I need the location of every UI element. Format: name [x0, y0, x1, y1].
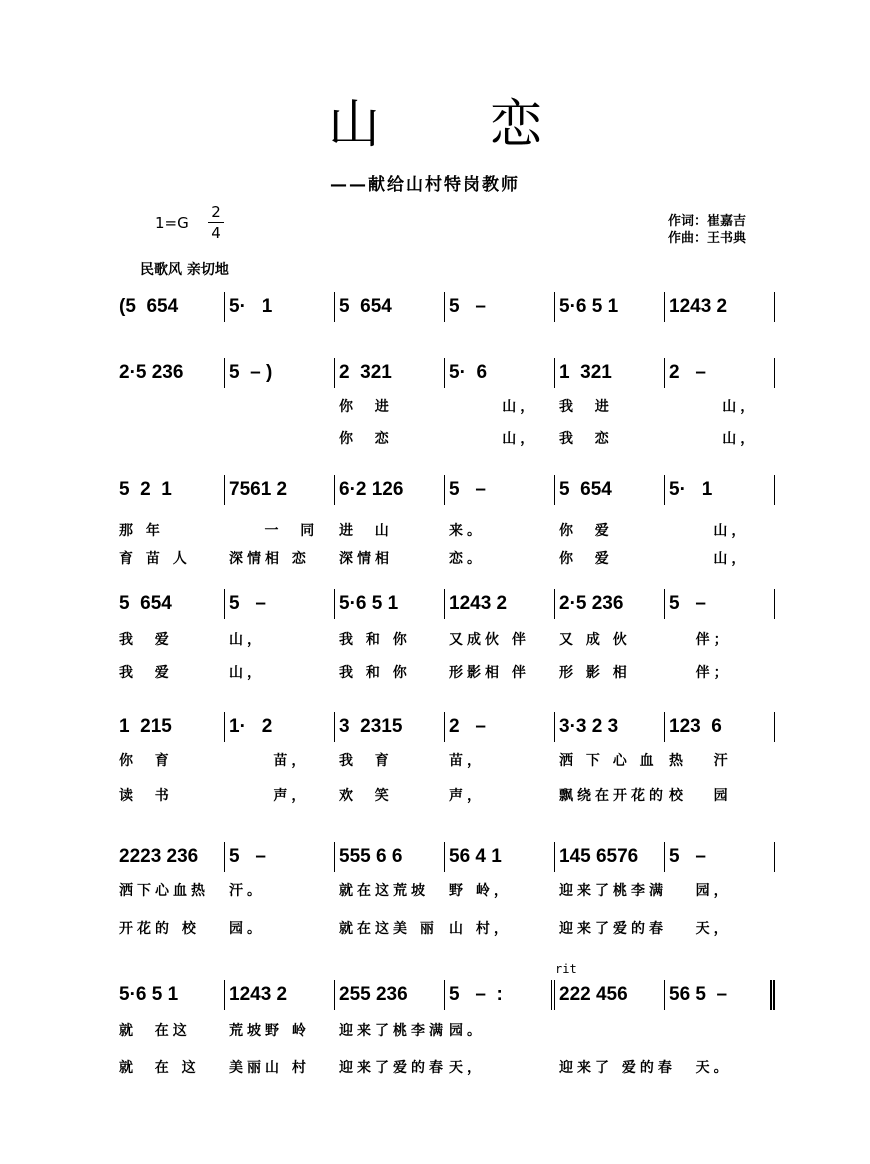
lyric-segment: 园，	[669, 883, 732, 899]
subtitle: ——献给山村特岗教师	[330, 175, 520, 195]
lyric-segment: 深情相	[339, 551, 393, 567]
lyric-line-verse-1	[115, 629, 777, 649]
lyric-segment: 山，	[229, 665, 265, 681]
lyric-segment: 你 育	[119, 753, 173, 769]
lyric-segment	[225, 428, 335, 448]
lyric-segment: 伴；	[669, 665, 732, 681]
measure: 5 –	[665, 589, 775, 619]
lyric-segment: 进 山	[339, 523, 393, 539]
measure: 7561 2	[225, 475, 335, 505]
lyric-segment: 我 恋	[559, 431, 613, 447]
lyric-segment: 就在这美 丽	[339, 921, 438, 937]
lyric-line-verse-2	[115, 548, 777, 568]
measure: 5 –	[445, 292, 555, 322]
measure: 1 321	[555, 358, 665, 388]
measure: 5 654	[115, 589, 225, 619]
key-signature: 1=G	[155, 214, 189, 232]
lyric-segment	[555, 1020, 665, 1040]
lyric-segment: 我 进	[559, 399, 613, 415]
lyric-segment: 一 同	[229, 523, 319, 539]
lyric-line-verse-1	[115, 520, 777, 540]
lyric-segment: 你 爱	[559, 551, 613, 567]
lyric-segment: 山，	[449, 431, 539, 447]
lyric-segment	[225, 396, 335, 416]
lyric-segment: 形 影 相	[559, 665, 631, 681]
lyric-segment: 迎来了 爱的春	[559, 1060, 676, 1076]
lyric-segment: 我 爱	[119, 632, 173, 648]
lyric-line-verse-1	[115, 880, 777, 900]
lyric-segment: 形影相 伴	[449, 665, 530, 681]
measure: 5 –	[225, 842, 335, 872]
time-top: 2	[211, 203, 221, 221]
measure: 5· 1	[665, 475, 775, 505]
lyric-line-verse-2	[115, 785, 777, 805]
lyric-segment: 迎来了爱的春	[559, 921, 667, 937]
score-row	[115, 589, 777, 619]
lyric-segment: 汗。	[229, 883, 265, 899]
lyric-segment: 荒坡野 岭	[229, 1023, 310, 1039]
measure: 1· 2	[225, 712, 335, 742]
measure: 5· 1	[225, 292, 335, 322]
lyric-segment: 育 苗 人	[119, 551, 191, 567]
measure: 222 456	[555, 980, 665, 1010]
lyric-segment: 你 进	[339, 399, 393, 415]
measure: 1243 2	[445, 589, 555, 619]
lyric-segment: 我 和 你	[339, 632, 411, 648]
measure: 5 654	[555, 475, 665, 505]
lyric-segment: 苗，	[229, 753, 310, 769]
lyric-segment: 山，	[669, 551, 750, 567]
score-row	[115, 712, 777, 742]
lyric-segment	[115, 396, 225, 416]
lyric-segment: 天，	[669, 921, 732, 937]
lyric-segment: 洒 下 心 血	[559, 753, 658, 769]
time-signature	[208, 202, 224, 243]
lyric-line-verse-2	[115, 428, 777, 448]
lyric-segment: 恋。	[449, 551, 485, 567]
lyric-segment: 苗，	[449, 753, 485, 769]
measure: 2223 236	[115, 842, 225, 872]
rit-marking: rit	[555, 962, 577, 976]
lyricist: 作词：崔嘉吉	[668, 214, 747, 229]
measure: 5 –	[445, 475, 555, 505]
tempo-marking: 民歌风 亲切地	[140, 262, 229, 278]
measure: 5 –	[665, 842, 775, 872]
measure: 3·3 2 3	[555, 712, 665, 742]
lyric-segment: 迎来了桃李满	[339, 1023, 447, 1039]
lyric-line-verse-1	[115, 1020, 777, 1040]
lyric-line-verse-2	[115, 662, 777, 682]
lyric-segment: 山，	[669, 399, 759, 415]
score-row	[115, 358, 777, 388]
lyric-segment: 声，	[229, 788, 310, 804]
lyric-line-verse-2	[115, 918, 777, 938]
lyric-segment: 我 爱	[119, 665, 173, 681]
song-title: 山恋	[327, 95, 652, 155]
credits	[668, 213, 746, 247]
lyric-segment: 园。	[229, 921, 265, 937]
measure: 2·5 236	[115, 358, 225, 388]
measure: 123 6	[665, 712, 775, 742]
lyric-segment: 又 成 伙	[559, 632, 631, 648]
lyric-segment: 迎来了桃李满	[559, 883, 667, 899]
lyric-segment: 就 在这	[119, 1023, 191, 1039]
lyric-segment: 深情相 恋	[229, 551, 310, 567]
lyric-segment: 山 村，	[449, 921, 512, 937]
time-bottom: 4	[208, 222, 224, 243]
lyric-segment: 你 恋	[339, 431, 393, 447]
lyric-segment: 来。	[449, 523, 485, 539]
measure: 1243 2	[225, 980, 335, 1010]
lyric-segment: 声，	[449, 788, 485, 804]
lyric-segment: 美丽山 村	[229, 1060, 310, 1076]
lyric-segment: 伴；	[669, 632, 732, 648]
measure: 1243 2	[665, 292, 775, 322]
measure: 5·6 5 1	[335, 589, 445, 619]
lyric-segment: 山，	[229, 632, 265, 648]
score-row	[115, 475, 777, 505]
measure: 2 321	[335, 358, 445, 388]
score-row	[115, 842, 777, 872]
lyric-segment: 野 岭，	[449, 883, 512, 899]
lyric-segment: 开花的 校	[119, 921, 200, 937]
lyric-line-verse-1	[115, 396, 777, 416]
lyric-line-verse-2	[115, 1057, 777, 1077]
measure: 3 2315	[335, 712, 445, 742]
measure: 5 – )	[225, 358, 335, 388]
lyric-segment	[115, 428, 225, 448]
lyric-segment: 山，	[669, 523, 750, 539]
measure: 5·6 5 1	[555, 292, 665, 322]
lyric-segment: 你 爱	[559, 523, 613, 539]
measure: 555 6 6	[335, 842, 445, 872]
lyric-segment: 迎来了爱的春	[339, 1060, 447, 1076]
measure: 145 6576	[555, 842, 665, 872]
lyric-segment	[665, 1020, 775, 1040]
measure: 255 236	[335, 980, 445, 1010]
lyric-segment: 又成伙 伴	[449, 632, 530, 648]
measure: 5· 6	[445, 358, 555, 388]
measure: 6·2 126	[335, 475, 445, 505]
lyric-segment: 园。	[449, 1023, 485, 1039]
lyric-segment: 天。	[669, 1060, 732, 1076]
measure: 2 –	[445, 712, 555, 742]
score-row	[115, 980, 777, 1010]
lyric-segment: 山，	[449, 399, 539, 415]
lyric-line-verse-1	[115, 750, 777, 770]
measure: 56 5 –	[665, 980, 775, 1010]
measure: 5 654	[335, 292, 445, 322]
lyric-segment: 就在这荒坡	[339, 883, 429, 899]
measure: (5 654	[115, 292, 225, 322]
measure: 2·5 236	[555, 589, 665, 619]
measure: 56 4 1	[445, 842, 555, 872]
lyric-segment: 我 育	[339, 753, 393, 769]
lyric-segment: 热 汗	[669, 753, 732, 769]
lyric-segment: 我 和 你	[339, 665, 411, 681]
score-row	[115, 292, 777, 322]
measure: 2 –	[665, 358, 775, 388]
lyric-segment: 就 在 这	[119, 1060, 200, 1076]
composer: 作曲：王书典	[668, 231, 747, 246]
lyric-segment: 校 园	[669, 788, 732, 804]
measure: 5 –	[225, 589, 335, 619]
measure: 5 – :	[445, 980, 555, 1010]
lyric-segment: 读 书	[119, 788, 173, 804]
lyric-segment: 飘绕在开花的	[559, 788, 667, 804]
lyric-segment: 天，	[449, 1060, 485, 1076]
lyric-segment: 山，	[669, 431, 759, 447]
lyric-segment: 洒下心血热	[119, 883, 209, 899]
measure: 5 2 1	[115, 475, 225, 505]
measure: 5·6 5 1	[115, 980, 225, 1010]
lyric-segment: 欢 笑	[339, 788, 393, 804]
lyric-segment: 那 年	[119, 523, 164, 539]
measure: 1 215	[115, 712, 225, 742]
